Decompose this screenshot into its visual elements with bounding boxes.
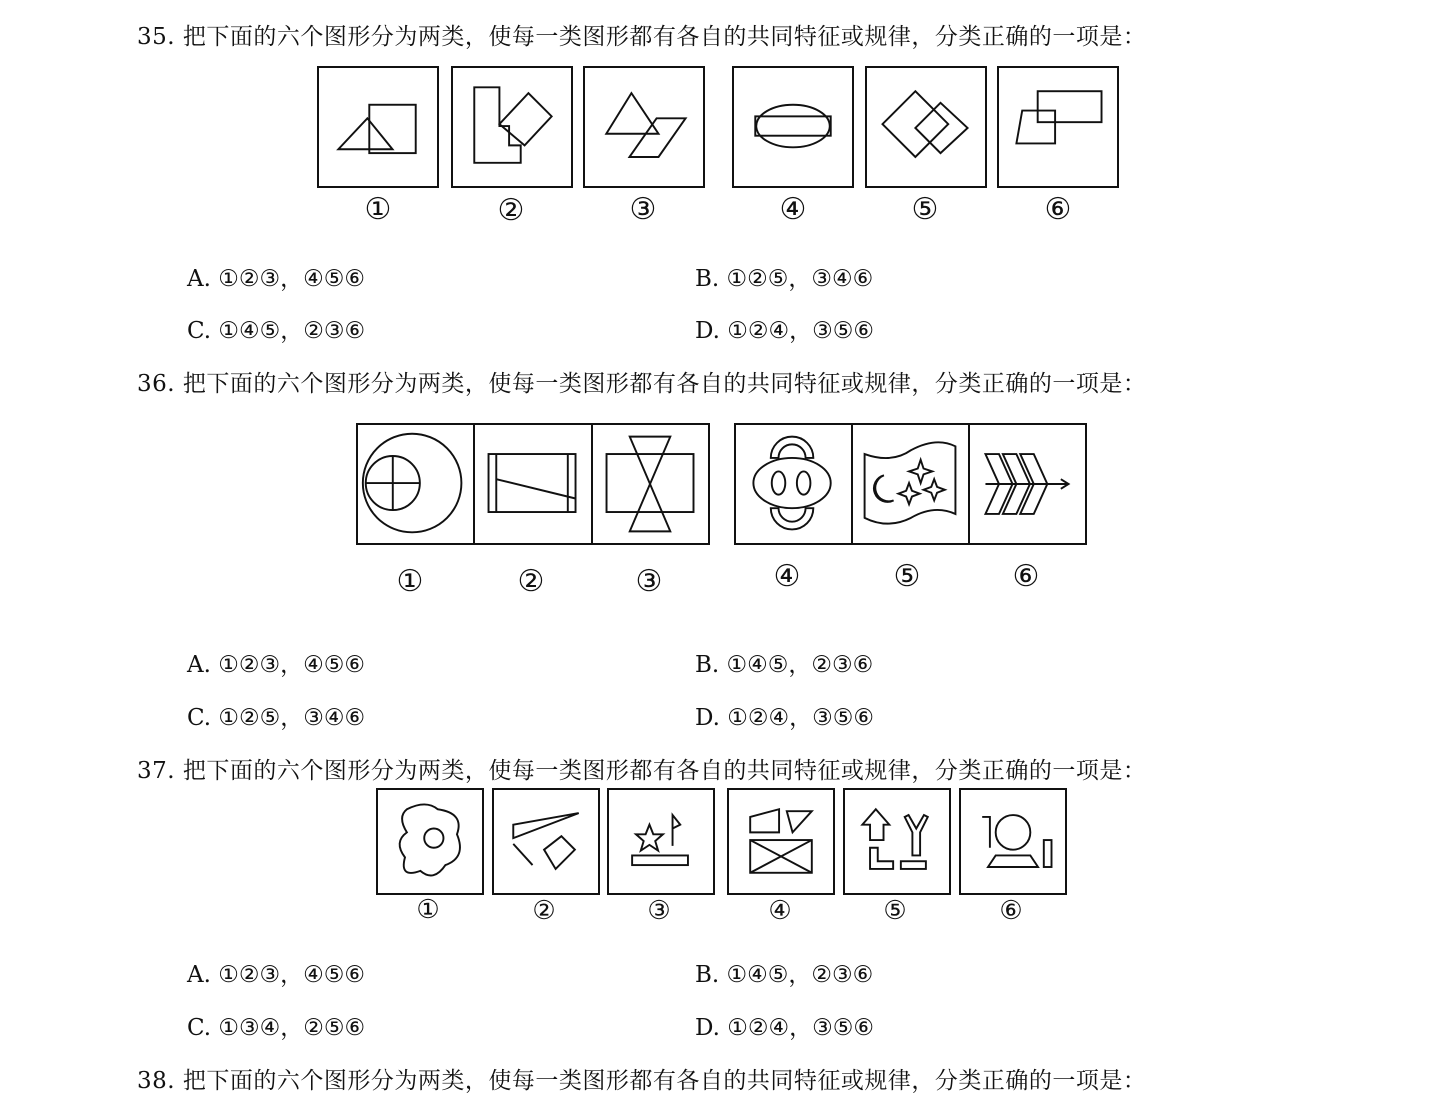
q35-option-c[interactable]: C. ①④⑤，②③⑥ — [187, 318, 366, 344]
q36-option-a[interactable]: A. ①②③，④⑤⑥ — [187, 652, 365, 678]
q36-figure-6 — [968, 423, 1087, 545]
question-37-stem: 37. 把下面的六个图形分为两类，使每一类图形都有各自的共同特征或规律，分类正确的一项是： — [137, 758, 1147, 784]
q37-option-b[interactable]: B. ①④⑤，②③⑥ — [695, 962, 874, 988]
q36-label-2: ② — [517, 564, 545, 599]
q36-figure-2 — [473, 423, 593, 545]
q36-option-d[interactable]: D. ①②④，③⑤⑥ — [695, 705, 874, 731]
q35-figure-5 — [865, 66, 987, 188]
q36-label-3: ③ — [635, 564, 663, 599]
q36-option-b[interactable]: B. ①④⑤，②③⑥ — [695, 652, 874, 678]
q37-figure-2 — [492, 788, 600, 895]
q37-figure-6 — [959, 788, 1067, 895]
question-35-stem: 35. 把下面的六个图形分为两类，使每一类图形都有各自的共同特征或规律，分类正确的一项是： — [137, 24, 1147, 50]
q36-label-5: ⑤ — [893, 559, 921, 594]
question-36-stem: 36. 把下面的六个图形分为两类，使每一类图形都有各自的共同特征或规律，分类正确的一项是： — [137, 371, 1147, 397]
q35-label-6: ⑥ — [1044, 192, 1072, 227]
q37-label-2: ② — [532, 896, 556, 926]
q35-option-a[interactable]: A. ①②③，④⑤⑥ — [187, 266, 365, 292]
q37-figure-5 — [843, 788, 951, 895]
q36-option-c[interactable]: C. ①②⑤，③④⑥ — [187, 705, 366, 731]
q37-option-c[interactable]: C. ①③④，②⑤⑥ — [187, 1015, 366, 1041]
q37-label-6: ⑥ — [999, 896, 1023, 926]
q37-figure-3 — [607, 788, 715, 895]
q35-label-5: ⑤ — [911, 192, 939, 227]
q37-option-d[interactable]: D. ①②④，③⑤⑥ — [695, 1015, 874, 1041]
q35-figure-2 — [451, 66, 573, 188]
q35-option-d[interactable]: D. ①②④，③⑤⑥ — [695, 318, 874, 344]
q35-figure-1 — [317, 66, 439, 188]
q35-figure-6 — [997, 66, 1119, 188]
q37-option-a[interactable]: A. ①②③，④⑤⑥ — [187, 962, 365, 988]
q36-figure-5 — [851, 423, 970, 545]
q37-label-3: ③ — [647, 896, 671, 926]
question-38-stem: 38. 把下面的六个图形分为两类，使每一类图形都有各自的共同特征或规律，分类正确的一项是： — [137, 1068, 1147, 1094]
q35-label-2: ② — [497, 193, 525, 228]
q35-label-4: ④ — [779, 192, 807, 227]
q35-option-b[interactable]: B. ①②⑤，③④⑥ — [695, 266, 874, 292]
q37-label-4: ④ — [768, 896, 792, 926]
q36-label-6: ⑥ — [1012, 559, 1040, 594]
q36-label-1: ① — [396, 564, 424, 599]
q36-figure-3 — [591, 423, 710, 545]
q35-label-1: ① — [364, 192, 392, 227]
q37-label-5: ⑤ — [883, 896, 907, 926]
q37-label-1: ① — [416, 895, 440, 925]
q37-figure-1 — [376, 788, 484, 895]
q37-figure-4 — [727, 788, 835, 895]
q35-figure-4 — [732, 66, 854, 188]
q36-figure-1 — [356, 423, 475, 545]
q36-figure-4 — [734, 423, 853, 545]
q35-label-3: ③ — [629, 192, 657, 227]
q36-label-4: ④ — [773, 559, 801, 594]
q35-figure-3 — [583, 66, 705, 188]
